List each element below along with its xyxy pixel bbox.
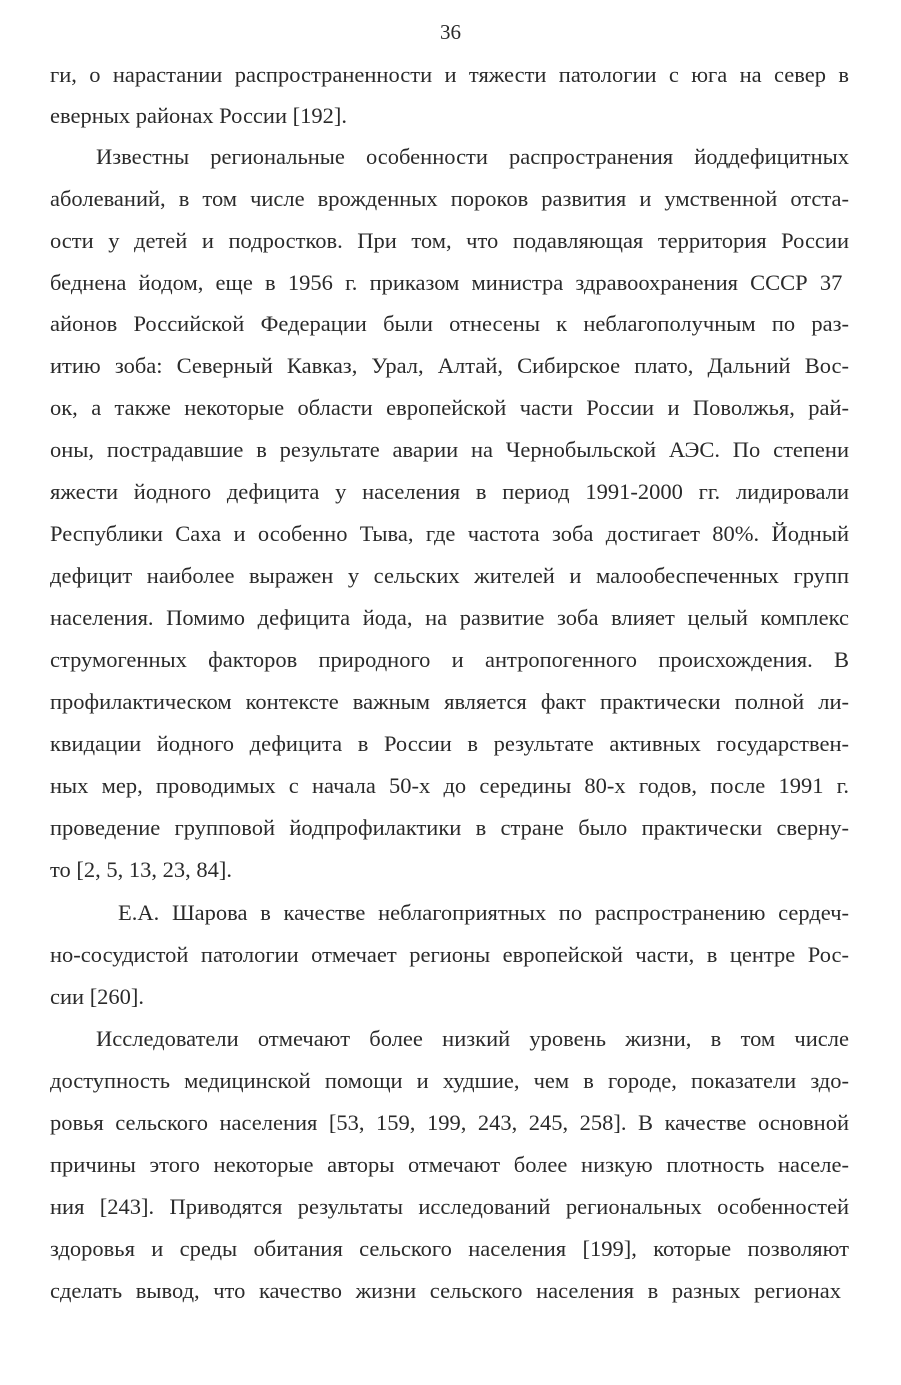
text-line	[0, 309, 901, 339]
text-line	[0, 435, 901, 465]
text-line	[0, 1024, 901, 1054]
text-line	[0, 729, 901, 759]
text-line-content: ровья сельского населения [53, 159, 199, 243, 245, 258]. В качестве основной	[50, 1110, 849, 1135]
page-number: 36	[440, 20, 461, 44]
text-line	[0, 771, 901, 801]
text-line-content: аболеваний, в том числе врожденных пороков развития и умственной отста-	[50, 186, 849, 211]
text-line-content: здоровья и среды обитания сельского населения [199], которые позволяют	[50, 1236, 849, 1261]
text-line	[0, 351, 901, 381]
text-line	[0, 60, 901, 90]
text-line	[0, 645, 901, 675]
text-line-content: ния [243]. Приводятся результаты исследований региональных особенностей	[50, 1194, 849, 1219]
text-line-content: то [2, 5, 13, 23, 84].	[50, 857, 233, 882]
text-line	[0, 1150, 901, 1180]
text-line-content: но-сосудистой патологии отмечает регионы европейской части, в центре Рос-	[50, 942, 849, 967]
text-line	[0, 1192, 901, 1222]
text-line	[0, 393, 901, 423]
text-line-content: дефицит наиболее выражен у сельских жителей и малообеспеченных групп	[50, 563, 849, 588]
text-line-content: яжести йодного дефицита у населения в период 1991-2000 гг. лидировали	[50, 479, 849, 504]
text-line	[0, 940, 901, 970]
text-line-content: ги, о нарастании распространенности и тяжести патологии с юга на север в	[50, 62, 849, 87]
text-line-content: айонов Российской Федерации были отнесены к неблагополучным по раз-	[50, 311, 849, 336]
text-line	[0, 268, 901, 298]
text-line-content: ных мер, проводимых с начала 50-х до середины 80-х годов, после 1991 г.	[50, 773, 849, 798]
text-line-content: ок, а также некоторые области европейской части России и Поволжья, рай-	[50, 395, 849, 420]
text-line-content: струмогенных факторов природного и антропогенного происхождения. В	[50, 647, 849, 672]
text-line	[0, 184, 901, 214]
text-line-content: Известны региональные особенности распространения йоддефицитных	[96, 144, 849, 169]
text-line	[0, 855, 901, 885]
text-line-content: причины этого некоторые авторы отмечают более низкую плотность населе-	[50, 1152, 849, 1177]
text-line	[0, 687, 901, 717]
text-line	[0, 101, 901, 131]
text-line	[0, 519, 901, 549]
text-line	[0, 1276, 901, 1306]
text-line-content: еверных районах России [192].	[50, 103, 347, 128]
text-line	[0, 1234, 901, 1264]
text-line	[0, 603, 901, 633]
text-line-content: сии [260].	[50, 984, 145, 1009]
text-line	[0, 982, 901, 1012]
text-line-content: итию зоба: Северный Кавказ, Урал, Алтай, Сибирское плато, Дальний Вос-	[50, 353, 849, 378]
text-line	[0, 898, 901, 928]
text-line-content: сделать вывод, что качество жизни сельского населения в разных регионах	[50, 1278, 842, 1303]
text-line	[0, 477, 901, 507]
text-line-content: Республики Саха и особенно Тыва, где частота зоба достигает 80%. Йодный	[50, 521, 849, 546]
text-line	[0, 142, 901, 172]
text-line	[0, 813, 901, 843]
text-line	[0, 226, 901, 256]
text-line	[0, 561, 901, 591]
text-line-content: Исследователи отмечают более низкий уровень жизни, в том числе	[96, 1026, 849, 1051]
text-line-content: Е.А. Шарова в качестве неблагоприятных по распространению сердеч-	[118, 900, 849, 925]
text-line	[0, 1108, 901, 1138]
text-line-content: беднена йодом, еще в 1956 г. приказом министра здравоохранения СССР 37	[50, 270, 843, 295]
text-line-content: населения. Помимо дефицита йода, на развитие зоба влияет целый комплекс	[50, 605, 849, 630]
text-line-content: квидации йодного дефицита в России в результате активных государствен-	[50, 731, 849, 756]
text-line	[0, 1066, 901, 1096]
text-line-content: ости у детей и подростков. При том, что подавляющая территория России	[50, 228, 849, 253]
text-line-content: проведение групповой йодпрофилактики в стране было практически сверну-	[50, 815, 849, 840]
text-line-content: оны, пострадавшие в результате аварии на Чернобыльской АЭС. По степени	[50, 437, 849, 462]
text-line-content: доступность медицинской помощи и худшие, чем в городе, показатели здо-	[50, 1068, 849, 1093]
text-line-content: профилактическом контексте важным является факт практически полной ли-	[50, 689, 849, 714]
